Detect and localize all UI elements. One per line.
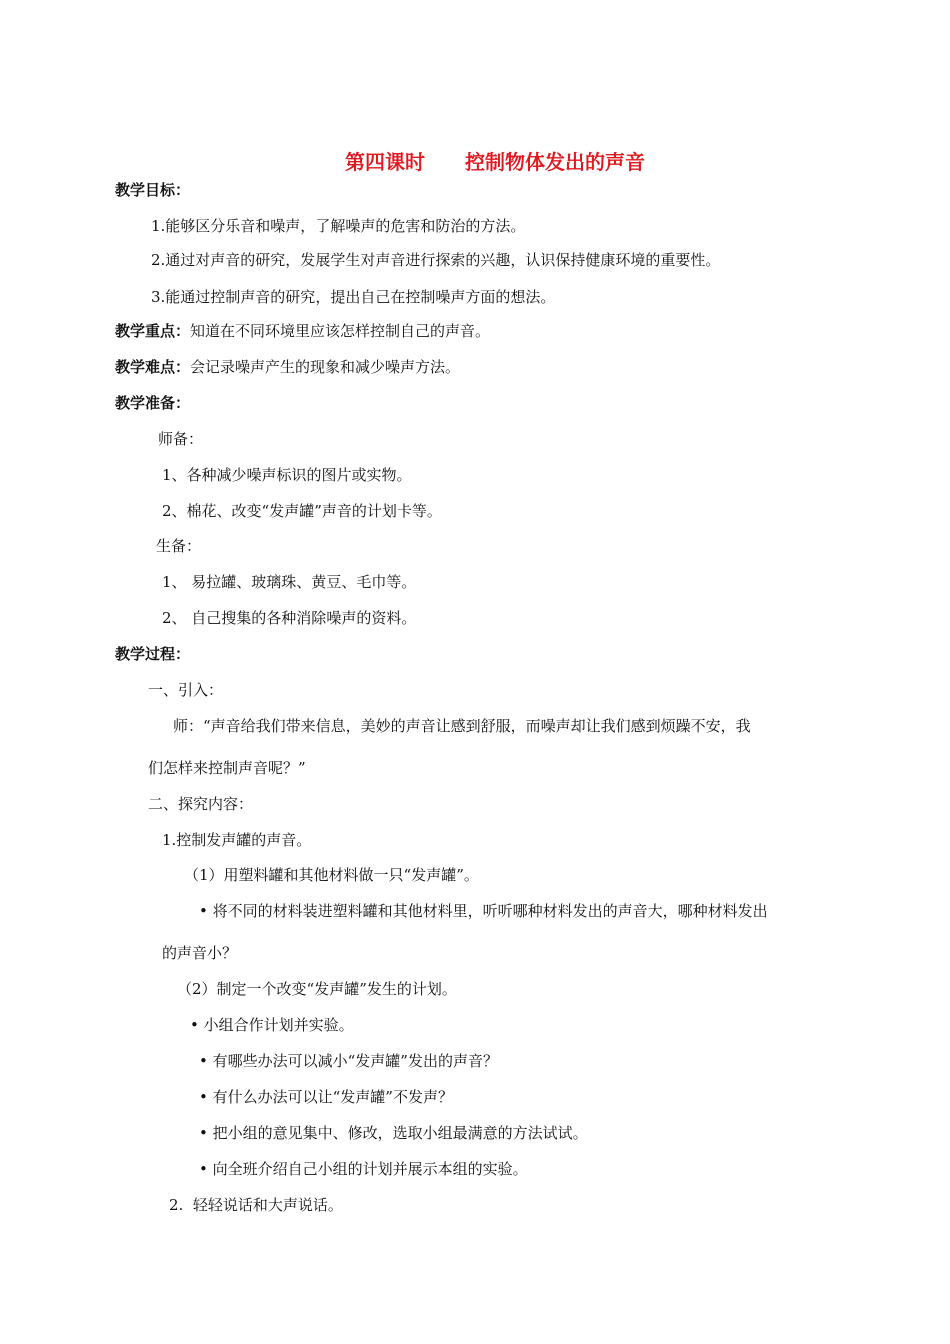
teacher-prep-item-2: 2、棉花、改变“发声罐”声音的计划卡等。 (162, 502, 442, 520)
step2-bullet-5: • 向全班介绍自己小组的计划并展示本组的实验。 (199, 1160, 528, 1178)
difficulty-label: 教学难点： (115, 358, 191, 376)
student-prep-item-1: 1、 易拉罐、玻璃珠、黄豆、毛巾等。 (162, 573, 417, 591)
focus-text: 知道在不同环境里应该怎样控制自己的声音。 (190, 322, 491, 340)
objective-item-3: 3.能通过控制声音的研究，提出自己在控制噪声方面的想法。 (151, 288, 556, 306)
student-prep-label: 生备： (156, 537, 202, 555)
part2-heading: 2. 轻轻说话和大声说话。 (169, 1196, 343, 1214)
step2-bullet-2: • 有哪些办法可以减小“发声罐”发出的声音？ (199, 1052, 498, 1070)
step2-text: （2）制定一个改变“发声罐”发生的计划。 (177, 980, 457, 998)
step2-bullet-1: • 小组合作计划并实验。 (190, 1016, 354, 1034)
lesson-title: 第四课时 控制物体发出的声音 (345, 150, 645, 174)
teacher-prep-label: 师备： (158, 430, 204, 448)
intro-text-line-2: 们怎样来控制声音呢？” (148, 759, 306, 777)
difficulty-row (115, 356, 460, 378)
student-prep-item-2: 2、 自己搜集的各种消除噪声的资料。 (162, 609, 417, 627)
intro-text-line-1: 师：“声音给我们带来信息，美妙的声音让感到舒服，而噪声却让我们感到烦躁不安，我 (173, 717, 751, 735)
objectives-heading: 教学目标： (115, 181, 191, 199)
step1-text: （1）用塑料罐和其他材料做一只“发声罐”。 (184, 866, 479, 884)
teacher-prep-item-1: 1、各种减少噪声标识的图片或实物。 (162, 466, 412, 484)
focus-label: 教学重点： (115, 322, 191, 340)
preparation-heading: 教学准备： (115, 394, 191, 412)
process-heading: 教学过程： (115, 645, 191, 663)
step1-bullet-line-1: • 将不同的材料装进塑料罐和其他材料里，听听哪种材料发出的声音大，哪种材料发出 (199, 902, 768, 920)
step2-bullet-4: • 把小组的意见集中、修改，选取小组最满意的方法试试。 (199, 1124, 588, 1142)
objective-item-1: 1.能够区分乐音和噪声，了解噪声的危害和防治的方法。 (151, 217, 526, 235)
objective-item-2: 2.通过对声音的研究，发展学生对声音进行探索的兴趣，认识保持健康环境的重要性。 (151, 251, 721, 269)
difficulty-text: 会记录噪声产生的现象和减少噪声方法。 (190, 358, 461, 376)
step2-bullet-3: • 有什么办法可以让“发声罐”不发声？ (199, 1088, 453, 1106)
part1-heading: 1.控制发声罐的声音。 (162, 831, 312, 849)
intro-heading: 一、引入： (148, 681, 224, 699)
step1-bullet-line-2: 的声音小？ (162, 944, 238, 962)
focus-row (115, 320, 490, 342)
explore-heading: 二、探究内容： (148, 795, 254, 813)
